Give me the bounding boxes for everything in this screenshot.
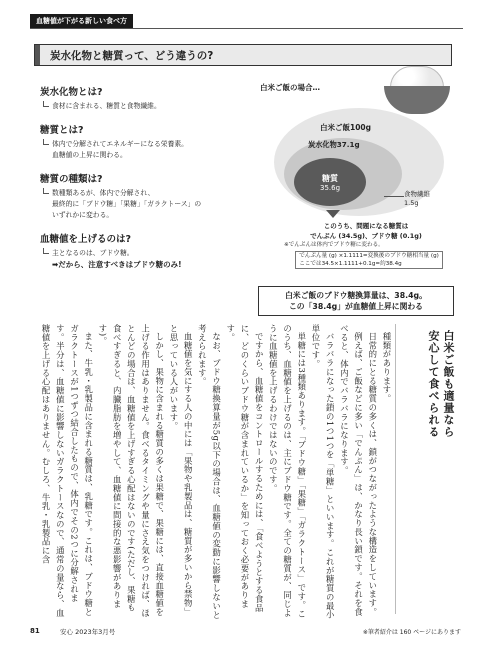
definition-sugar-types [40, 171, 250, 221]
arrow-down-icon [326, 210, 340, 218]
definition-heading: 血糖値を上げるのは? [40, 234, 132, 245]
side-heading [400, 330, 456, 520]
footer-note: ※筆者紹介は 160 ページにあります [362, 629, 461, 636]
article-body [41, 324, 394, 620]
sugar-ellipse [294, 158, 366, 206]
column-divider [395, 324, 396, 614]
definition-line: 主となるのは、ブドウ糖。 [40, 248, 250, 259]
rice-diagram [258, 78, 454, 310]
side-heading-line: 安心して食べられる [427, 330, 440, 438]
diagram-notes [278, 222, 454, 269]
body-paragraph: 血糖値を気にする人の中には「果物や乳製品は、糖質が多いから禁物」と思っている人がいます。 [168, 324, 194, 617]
body-paragraph: また、牛乳・乳製品に含まれる糖質は、乳糖です。これは、ブドウ糖とガラクトースが1つずつ結合したもので、体内でその2つに分解されます。半分は、血糖値に影響しないガラクトースなので、通常の量なら、血糖値を上げる心配はありません。むしろ、牛乳・乳製品に含 [41, 324, 94, 618]
side-heading-line: 白米ご飯も適量なら [442, 330, 455, 438]
carbohydrate-label: 炭水化物37.1g [308, 140, 360, 149]
definition-heading: 糖質の種類は? [40, 174, 103, 185]
page-number: 81 [30, 627, 40, 635]
definition-line: 血糖値の上昇に関わる。 [52, 151, 127, 159]
rice-label: 白米ご飯100g [320, 123, 372, 132]
fiber-label-text: 食物繊維 [404, 190, 430, 198]
body-paragraph: 日常的にとる糖質の多くは、鎖がつながったような構造をしています。 [367, 332, 378, 617]
body-paragraph: 例えば、ご飯などに多い「でんぷん」は、かなり長い鎖です。それを食べると、体内でバラバラになります。 [339, 324, 364, 617]
definition-heading: 炭水化物とは? [40, 87, 103, 98]
definition-line: 数種類あるが、体内で分解され、 [40, 188, 250, 199]
fiber-value: 1.5g [404, 199, 419, 207]
body-paragraph: しかし、果物に含まれる糖質の多くは果糖で、果糖には、直接血糖値を上げる作用はありません。食べるタイミングや量にさえ気をつければ、ほとんどの場合は、血糖値を上げすぎる心配はないのです(ただし、果糖も食べすぎると、内臓脂肪を増やして、血糖値に間接的な悪影響があります)。 [97, 324, 165, 618]
definition-carbohydrate [40, 84, 250, 112]
body-paragraph: ですから、血糖値をコントロールするためには、「食べようとする食品に、どのくらいブドウ糖が含まれているか」を知っておく必要があります。 [225, 324, 265, 613]
definition-line: 体内で分解されてエネルギーになる栄養素。 [40, 139, 250, 150]
formula-line: でんぷん量 (g) ×1.1111=変換後のブドウ糖相当量 (g) [299, 253, 439, 259]
formula-line: ここでは34.5×1.1111+0.1g=約38.4g [299, 261, 402, 267]
result-box [258, 286, 454, 316]
definition-sugar [40, 122, 250, 161]
header-divider [30, 28, 463, 29]
section-title: 炭水化物と糖質って、どう違うの? [50, 49, 214, 62]
definition-blood-sugar [40, 231, 250, 270]
sugar-label: 糖質 [322, 173, 338, 183]
definition-line: いずれかに変わる。 [52, 211, 114, 219]
section-title-box [34, 44, 452, 66]
rice-bowl-icon [382, 64, 452, 116]
definition-emphasis: ➡だから、注意すべきはブドウ糖のみ! [52, 260, 182, 269]
result-line: 白米ご飯のブドウ糖換算量は、38.4g。 [285, 291, 427, 300]
definitions-list [40, 84, 250, 280]
body-paragraph: 種類があります。 [382, 332, 392, 404]
note-small: ※でんぷんは体内でブドウ糖に変わる。 [284, 242, 384, 248]
header-tag: 血糖値が下がる新しい食べ方 [30, 14, 133, 28]
body-paragraph: なお、ブドウ糖換算量が5g以下の場合は、血糖値の変動に影響しないと考えられます。 [197, 324, 222, 620]
publication-name: 安心 2023年3月号 [60, 628, 116, 636]
note-line: このうち、問題になる糖質は [323, 222, 409, 230]
formula-box [295, 251, 443, 269]
note-line: でんぷん (34.5g)、ブドウ糖 (0.1g) [310, 231, 422, 240]
sugar-value: 35.6g [319, 183, 341, 192]
fiber-label [404, 190, 430, 208]
diagram-title: 白米ご飯の場合… [260, 83, 320, 92]
body-paragraph: バラバラになった鎖の1つ1つを「単糖」といいます。これが糖質の最小単位です。 [310, 324, 336, 620]
bowl-cup-icon [384, 86, 450, 114]
result-line: この「38.4g」が血糖値上昇に関わる [289, 302, 423, 311]
definition-heading: 糖質とは? [40, 125, 84, 136]
definition-line: 最終的に「ブドウ糖」「果糖」「ガラクトース」の [52, 200, 202, 208]
fiber-leader-line [384, 196, 404, 197]
body-paragraph: 単糖には3種類あります。「ブドウ糖」「果糖」「ガラクトース」です。このうち、血糖値を上げるのは、主にブドウ糖です。全ての糖質が、同じように血糖値を上げるわけではないのです。 [268, 324, 307, 620]
definition-line: 食材に含まれる、糖質と食物繊維。 [40, 101, 250, 112]
title-accent-bar [35, 45, 40, 65]
